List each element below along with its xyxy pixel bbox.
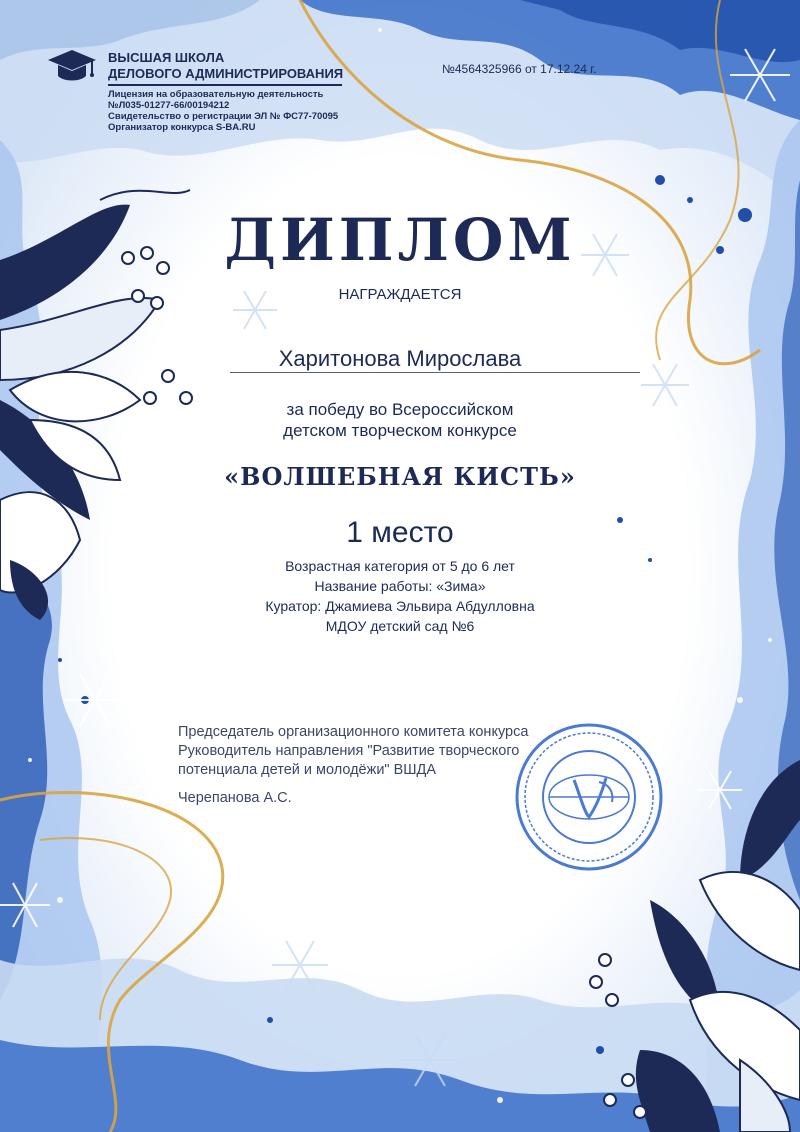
awarded-label: НАГРАЖДАЕТСЯ: [338, 286, 462, 303]
signer-name: Черепанова А.С.: [178, 790, 292, 806]
reason-line2: детском творческом конкурсе: [283, 421, 517, 440]
registration-text: Свидетельство о регистрации ЭЛ № ФС77-70095: [108, 111, 339, 122]
document-number: №4564325966 от 17.12.24 г.: [442, 62, 597, 76]
graduation-cap-logo-icon: [44, 44, 100, 88]
signature-line1: Председатель организационного комитета конкурса: [178, 724, 529, 740]
institution: МДОУ детский сад №6: [325, 618, 475, 634]
org-divider: [108, 84, 342, 86]
age-category: Возрастная категория от 5 до 6 лет: [285, 558, 515, 574]
reason-line1: за победу во Всероссийском: [286, 400, 514, 419]
work-title: Название работы: «Зима»: [314, 578, 486, 594]
curator: Куратор: Джамиева Эльвира Абдулловна: [265, 598, 535, 614]
signature-line3: потенциала детей и молодёжи" ВШДА: [178, 762, 437, 778]
license-text: Лицензия на образовательную деятельность: [108, 89, 324, 100]
place-label: 1 место: [346, 516, 454, 549]
organizer-text: Организатор конкурса S-BA.RU: [108, 122, 256, 133]
signature-line2: Руководитель направления "Развитие творческого: [178, 743, 520, 759]
contest-name: «ВОЛШЕБНАЯ КИСТЬ»: [224, 462, 576, 491]
recipient-underline: [230, 372, 640, 373]
org-name-line2: ДЕЛОВОГО АДМИНИСТРИРОВАНИЯ: [108, 66, 344, 81]
diploma-title: ДИПЛОМ: [224, 206, 576, 274]
org-name-line1: ВЫСШАЯ ШКОЛА: [108, 50, 225, 65]
recipient-name: Харитонова Мирослава: [278, 346, 522, 371]
license-number: №Л035-01277-66/00194212: [108, 100, 230, 111]
official-stamp-icon: [514, 722, 664, 872]
